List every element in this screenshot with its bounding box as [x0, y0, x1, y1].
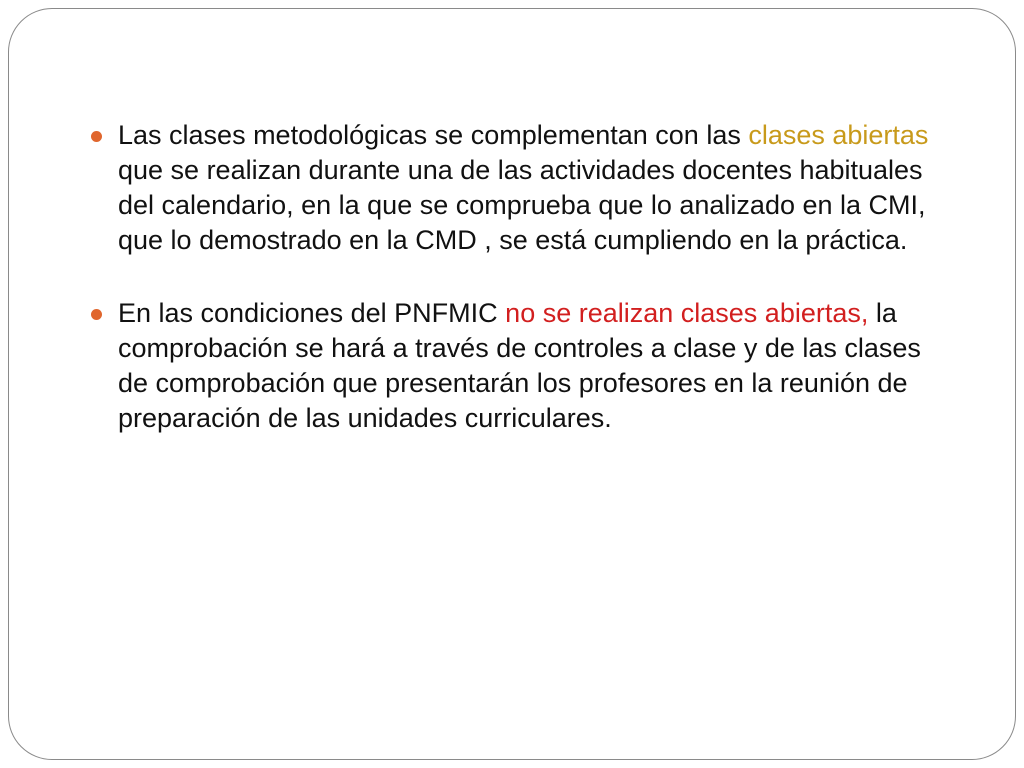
bullet-2-highlight-no-clases-abiertas: no se realizan clases abiertas,: [505, 298, 869, 328]
bullet-text-2: [118, 296, 950, 436]
bullet-item-2: [90, 296, 950, 436]
bullet-dot-icon: [91, 309, 102, 320]
bullet-1-text-part-1: Las clases metodológicas se complementan con las: [118, 120, 749, 150]
bullet-1-highlight-clases-abiertas: clases abiertas: [748, 120, 929, 150]
bullet-2-text-part-1: En las condiciones del PNFMIC: [118, 298, 506, 328]
slide-content: [90, 118, 950, 436]
bullet-item-1: [90, 118, 950, 258]
bullet-1-text-part-2: que se realizan durante una de las actividades docentes habituales del calendario, en la que se comprueba que lo analizado en la CMI, que lo demostrado en la CMD , se está cumpliendo en la práctica.: [118, 155, 926, 255]
bullet-dot-icon: [91, 131, 102, 142]
bullet-2-text-part-2: la comprobación se hará a través de controles a clase y de las clases de comprobación que presentarán los profesores en la reunión de preparación de las unidades curriculares.: [118, 298, 921, 433]
bullet-text-1: [118, 118, 950, 258]
